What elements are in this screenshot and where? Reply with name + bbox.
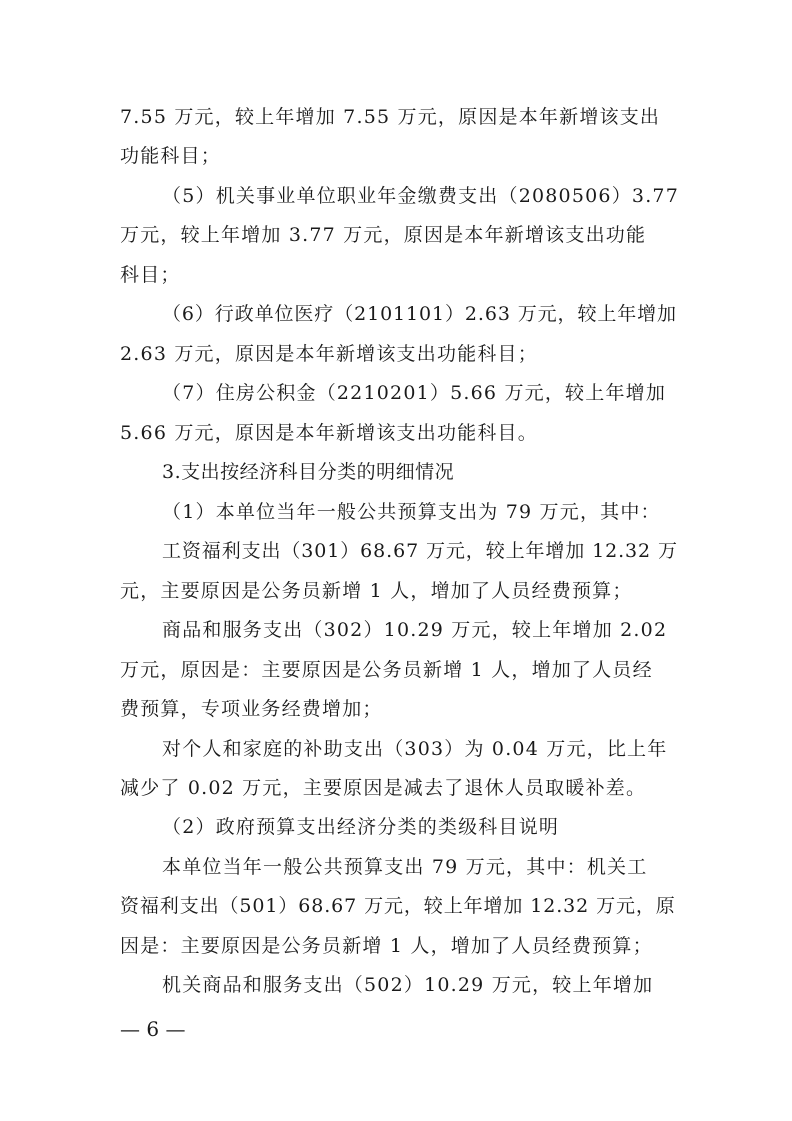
text-line-13: 元，主要原因是公务员新增 1 人，增加了人员经费预算；	[120, 580, 633, 602]
text-line-21: 资福利支出（501）68.67 万元，较上年增加 12.32 万元，原	[120, 895, 676, 917]
text-line-18: 减少了 0.02 万元，主要原因是减去了退休人员取暖补差。	[120, 777, 647, 799]
text-line-2: 功能科目；	[120, 145, 222, 167]
text-line-7: 2.63 万元，原因是本年新增该支出功能科目；	[120, 343, 538, 365]
text-line-9: 5.66 万元，原因是本年新增该支出功能科目。	[120, 422, 538, 444]
section-heading: 3.支出按经济科目分类的明细情况	[162, 461, 455, 483]
text-line-20: 本单位当年一般公共预算支出 79 万元，其中：机关工	[162, 856, 648, 878]
text-line-5: 科目；	[120, 264, 181, 286]
text-line-11: （1）本单位当年一般公共预算支出为 79 万元，其中：	[162, 501, 661, 523]
text-line-4: 万元，较上年增加 3.77 万元，原因是本年新增该支出功能	[120, 224, 647, 246]
text-line-1: 7.55 万元，较上年增加 7.55 万元，原因是本年新增该支出	[120, 106, 661, 128]
text-line-14: 商品和服务支出（302）10.29 万元，较上年增加 2.02	[162, 619, 668, 641]
text-line-19: （2）政府预算支出经济分类的类级科目说明	[162, 816, 560, 838]
text-line-12: 工资福利支出（301）68.67 万元，较上年增加 12.32 万	[162, 540, 678, 562]
text-line-16: 费预算，专项业务经费增加；	[120, 698, 383, 720]
text-line-23: 机关商品和服务支出（502）10.29 万元，较上年增加	[162, 974, 654, 996]
text-line-6: （6）行政单位医疗（2101101）2.63 万元，较上年增加	[162, 303, 677, 325]
page-number: — 6 —	[120, 1017, 186, 1041]
text-line-17: 对个人和家庭的补助支出（303）为 0.04 万元，比上年	[162, 738, 668, 760]
text-line-8: （7）住房公积金（2210201）5.66 万元，较上年增加	[162, 382, 667, 404]
text-line-3: （5）机关事业单位职业年金缴费支出（2080506）3.77	[162, 185, 680, 207]
text-line-15: 万元，原因是：主要原因是公务员新增 1 人，增加了人员经	[120, 659, 653, 681]
text-line-22: 因是：主要原因是公务员新增 1 人，增加了人员经费预算；	[120, 935, 653, 957]
